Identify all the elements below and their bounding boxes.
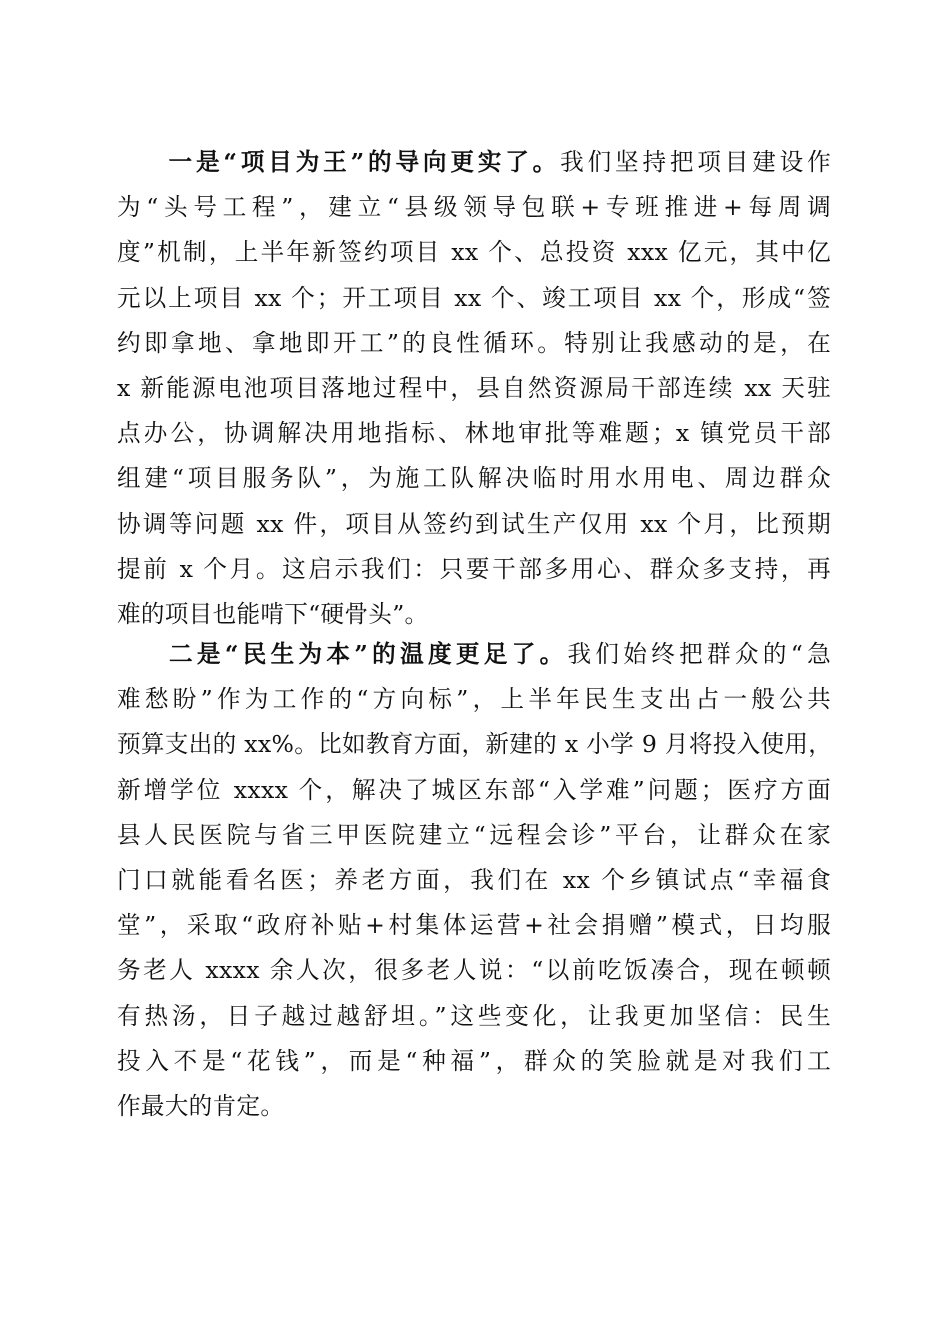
text-line: 新增学位 xxxx 个，解决了城区东部“入学难”问题；医疗方面 [117, 775, 831, 804]
text-line: 点办公，协调解决用地指标、林地审批等难题；x 镇党员干部 [117, 419, 831, 448]
paragraph-livelihood [117, 632, 831, 1129]
text-line: 元以上项目 xx 个；开工项目 xx 个、竣工项目 xx 个，形成“签 [117, 283, 831, 312]
text-line: 我们坚持把项目建设作 [560, 148, 831, 176]
text-line: x 新能源电池项目落地过程中，县自然资源局干部连续 xx 天驻 [117, 373, 831, 402]
text-line: 县人民医院与省三甲医院建立“远程会诊”平台，让群众在家 [117, 820, 831, 849]
text-line: 提前 x 个月。这启示我们：只要干部多用心、群众多支持，再 [117, 554, 831, 583]
text-line: 预算支出的 xx%。比如教育方面，新建的 x 小学 9 月将投入使用， [117, 730, 833, 759]
text-line: 组建“项目服务队”，为施工队解决临时用水用电、周边群众 [117, 464, 831, 493]
text-line: 投入不是“花钱”，而是“种福”，群众的笑脸就是对我们工 [117, 1046, 831, 1075]
text-line: 难的项目也能啃下“硬骨头”。 [117, 599, 429, 628]
text-line: 作最大的肯定。 [117, 1091, 285, 1120]
text-line: 约即拿地、拿地即开工”的良性循环。特别让我感动的是，在 [117, 328, 831, 357]
paragraph-heading: 二是“民生为本”的温度更足了。 [165, 640, 568, 668]
text-line: 堂”，采取“政府补贴+村集体运营+社会捐赠”模式，日均服 [117, 911, 831, 940]
text-line: 难愁盼”作为工作的“方向标”，上半年民生支出占一般公共 [117, 685, 831, 714]
paragraph-first-line [117, 140, 831, 185]
paragraph-first-line [117, 632, 831, 677]
text-line: 协调等问题 xx 件，项目从签约到试生产仅用 xx 个月，比预期 [117, 509, 831, 538]
text-line: 务老人 xxxx 余人次，很多老人说：“以前吃饭凑合，现在顿顿 [117, 956, 831, 985]
text-line: 我们始终把群众的“急 [567, 640, 831, 668]
paragraph-heading: 一是“项目为王”的导向更实了。 [165, 148, 561, 176]
text-line: 门口就能看名医；养老方面，我们在 xx 个乡镇试点“幸福食 [117, 865, 831, 894]
text-line: 有热汤，日子越过越舒坦。”这些变化，让我更加坚信：民生 [117, 1001, 831, 1030]
text-line: 度”机制，上半年新签约项目 xx 个、总投资 xxx 亿元，其中亿 [117, 238, 831, 267]
text-line: 为“头号工程”，建立“县级领导包联+专班推进+每周调 [117, 193, 831, 222]
paragraph-projects [117, 140, 831, 637]
